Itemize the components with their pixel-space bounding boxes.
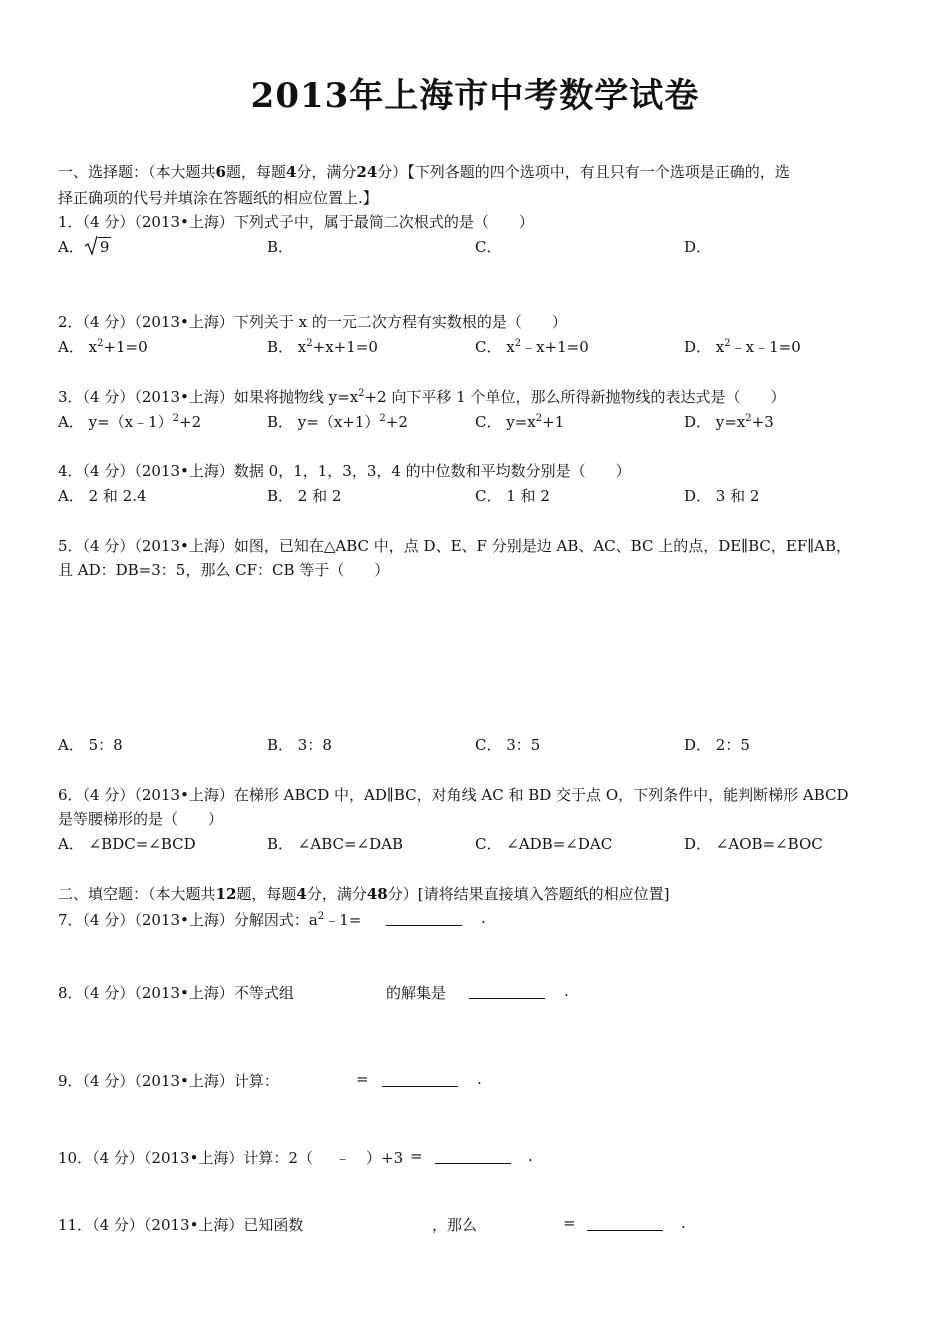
q7-pre: 7．（4 分）（2013•上海）分解因式：a [58, 911, 318, 929]
q2-c-sup: 2 [514, 338, 522, 349]
q3-stem [58, 386, 786, 407]
q3-stem-sup: 2 [358, 388, 365, 399]
q10-pre: 10．（4 分）（2013•上海）计算：2（ [58, 1149, 313, 1167]
q4-option-a: A． 2 和 2.4 [58, 487, 147, 505]
q3-a-post: +2 [179, 413, 202, 431]
q3-stem2: +2 向下平移 1 个单位，那么所得新抛物线的表达式是（ ） [364, 388, 786, 406]
q1-option-a-label: A． [58, 238, 84, 256]
q1-option-a [58, 236, 111, 257]
q3-a-pre: A． y=（x﹣1） [58, 413, 173, 431]
section2-tail: 分）[请将结果直接填入答题纸的相应位置] [387, 885, 670, 903]
q3-d-pre: D． y=x [684, 413, 746, 431]
q10-end: . [528, 1147, 533, 1165]
q7-end: . [481, 909, 486, 927]
q8-end: . [564, 982, 569, 1000]
section1-header-line2: 择正确项的代号并填涂在答题纸的相应位置上.】 [58, 189, 378, 207]
q4-option-d: D． 3 和 2 [684, 487, 760, 505]
q3-option-d [684, 411, 774, 432]
q2-option-c [475, 336, 589, 357]
q11-end: . [681, 1214, 686, 1232]
q10-eq: = [410, 1147, 423, 1165]
q7-sup: 2 [317, 911, 325, 922]
section1-mid1: 题，每题 [225, 163, 286, 181]
section2-total: 48 [366, 885, 388, 903]
section2-count: 12 [215, 885, 237, 903]
q5-stem-line1: 5．（4 分）（2013•上海）如图，已知在△ABC 中，点 D、E、F 分别是边 AB、AC、BC 上的点，DE∥BC，EF∥AB， [58, 537, 852, 555]
q6-option-b: B． ∠ABC=∠DAB [267, 835, 403, 853]
q9-pre: 9．（4 分）（2013•上海）计算： [58, 1072, 279, 1090]
q3-c-post: +1 [542, 413, 565, 431]
q1-stem: 1．（4 分）（2013•上海）下列式子中，属于最简二次根式的是（ ） [58, 213, 534, 231]
q5-stem-line2: 且 AD：DB=3：5，那么 CF：CB 等于（ ） [58, 561, 390, 579]
q2-b-sup: 2 [306, 338, 313, 349]
q7-post: ﹣1= [324, 911, 362, 929]
section1-total: 24 [356, 163, 378, 181]
q2-stem: 2．（4 分）（2013•上海）下列关于 x 的一元二次方程有实数根的是（ ） [58, 313, 567, 331]
q7 [58, 909, 361, 930]
q11-mid: ，那么 [432, 1216, 478, 1234]
q3-c-sup: 2 [535, 413, 543, 424]
q8-pre: 8．（4 分）（2013•上海）不等式组 [58, 984, 294, 1002]
q10-post: ）+3 [366, 1149, 404, 1167]
q6-option-a: A． ∠BDC=∠BCD [58, 835, 196, 853]
section1-mid2: 分，满分 [296, 163, 357, 181]
q3-b-sup: 2 [379, 413, 386, 424]
q6-stem-line2: 是等腰梯形的是（ ） [58, 810, 224, 828]
q9-end: . [477, 1070, 482, 1088]
q2-a-post: +1=0 [103, 338, 148, 356]
section1-per: 4 [285, 163, 297, 181]
q1-option-a-radicand: 9 [99, 238, 110, 256]
section1-header [58, 161, 790, 182]
q2-c-pre: C． x [475, 338, 515, 356]
q6-stem-line1: 6．（4 分）（2013•上海）在梯形 ABCD 中，AD∥BC，对角线 AC 和 BD 交于点 O，下列条件中，能判断梯形 ABCD [58, 786, 849, 804]
q6-option-d: D． ∠AOB=∠BOC [684, 835, 823, 853]
q11-answer-blank[interactable] [587, 1218, 663, 1231]
q2-b-pre: B． x [267, 338, 307, 356]
section2-lead: 二、填空题：（本大题共 [58, 885, 216, 903]
q2-option-a [58, 336, 148, 357]
q3-option-b [267, 411, 408, 432]
q2-c-post: ﹣x+1=0 [521, 338, 589, 356]
q6-option-c: C． ∠ADB=∠DAC [475, 835, 613, 853]
q2-a-pre: A． x [58, 338, 98, 356]
section1-count: 6 [215, 163, 226, 181]
q1-option-d: D． [684, 238, 712, 256]
q3-d-post: +3 [751, 413, 774, 431]
section2-header [58, 883, 669, 904]
sqrt-symbol [84, 238, 112, 256]
q4-option-b: B． 2 和 2 [267, 487, 342, 505]
q3-option-c [475, 411, 564, 432]
q1-option-c: C． [475, 238, 502, 256]
q5-option-c: C． 3：5 [475, 736, 541, 754]
q2-option-b [267, 336, 378, 357]
q2-b-post: +x+1=0 [312, 338, 378, 356]
q10-minus: ﹣ [335, 1149, 351, 1167]
section1-lead: 一、选择题：（本大题共 [58, 163, 216, 181]
q3-b-post: +2 [385, 413, 408, 431]
q5-option-d: D． 2：5 [684, 736, 750, 754]
q2-d-pre: D． x [684, 338, 725, 356]
q8-answer-blank[interactable] [469, 986, 545, 999]
q11-eq: = [563, 1214, 576, 1232]
section1-tail1: 分）【下列各题的四个选项中，有且只有一个选项是正确的，选 [377, 163, 790, 181]
section2-per: 4 [296, 885, 307, 903]
q2-option-d [684, 336, 801, 357]
q7-answer-blank[interactable] [386, 913, 462, 926]
section2-mid1: 题，每题 [236, 885, 297, 903]
q8-mid: 的解集是 [386, 984, 447, 1002]
q3-c-pre: C． y=x [475, 413, 536, 431]
q3-a-sup: 2 [172, 413, 180, 424]
q2-a-sup: 2 [97, 338, 104, 349]
q9-answer-blank[interactable] [382, 1074, 458, 1087]
q9-eq: = [356, 1070, 369, 1088]
q2-d-post: ﹣x﹣1=0 [730, 338, 801, 356]
q5-option-a: A． 5：8 [58, 736, 123, 754]
q5-option-b: B． 3：8 [267, 736, 332, 754]
q3-option-a [58, 411, 201, 432]
q1-option-b: B． [267, 238, 294, 256]
q4-option-c: C． 1 和 2 [475, 487, 550, 505]
q3-stem1: 3．（4 分）（2013•上海）如果将抛物线 y=x [58, 388, 359, 406]
q3-b-pre: B． y=（x+1） [267, 413, 380, 431]
q10-answer-blank[interactable] [435, 1151, 511, 1164]
q2-d-sup: 2 [724, 338, 731, 349]
section2-mid2: 分，满分 [306, 885, 367, 903]
q4-stem: 4．（4 分）（2013•上海）数据 0，1，1，3，3，4 的中位数和平均数分别是（ ） [58, 462, 631, 480]
page-title: 2013年上海市中考数学试卷 [250, 76, 700, 116]
q11-pre: 11．（4 分）（2013•上海）已知函数 [58, 1216, 304, 1234]
q3-d-sup: 2 [745, 413, 752, 424]
